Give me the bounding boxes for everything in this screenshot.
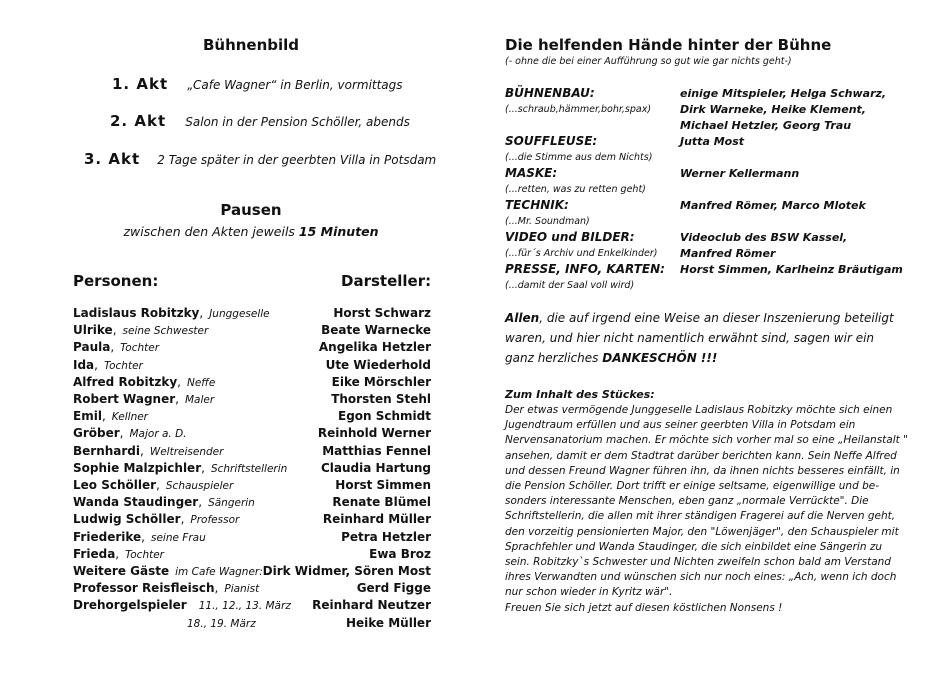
- pausen-text: [123, 224, 378, 239]
- role-description: Maler: [184, 394, 215, 406]
- crew-role-note: (...für´s Archiv und Enkelkinder): [505, 248, 658, 259]
- role-separator: ,: [201, 460, 205, 475]
- cast-row: [73, 306, 431, 323]
- actor-name: Reinhard Müller: [322, 512, 431, 527]
- role-name: Gröber: [73, 426, 120, 441]
- crew-names-line: Manfred Römer: [680, 247, 776, 260]
- akt-1-row: [112, 74, 403, 93]
- inhalt-line: Der etwas vermögende Junggeselle Ladislaus Robitzky möchte sich einen: [505, 404, 893, 416]
- crew-role-note: (...die Stimme aus dem Nichts): [505, 152, 653, 163]
- crew-role-label: VIDEO und BILDER:: [505, 230, 635, 244]
- cast-role: [73, 478, 233, 492]
- crew-role-note: (...damit der Saal voll wird): [505, 280, 635, 291]
- role-name: Alfred Robitzky: [73, 374, 178, 389]
- cast-role: [73, 461, 287, 475]
- cast-role: [73, 340, 159, 354]
- buehnenbild-title: Bühnenbild: [202, 36, 300, 54]
- cast-row: [73, 375, 431, 392]
- actor-name: Claudia Hartung: [320, 460, 431, 475]
- crew-role-label: PRESSE, INFO, KARTEN:: [505, 262, 665, 276]
- role-description: Professor: [190, 514, 240, 527]
- role-separator: ,: [115, 546, 120, 561]
- actor-name: Petra Hetzler: [341, 529, 431, 544]
- thanks-lead: Allen: [505, 311, 540, 325]
- pausen-title: Pausen: [220, 201, 282, 219]
- role-separator: ,: [112, 323, 117, 338]
- cast-row: [73, 512, 431, 529]
- crew-names-line: Videoclub des BSW Kassel,: [680, 231, 848, 244]
- actor-name: Ute Wiederhold: [325, 357, 431, 372]
- cast-role: [73, 547, 164, 561]
- inhalt-title: Zum Inhalt des Stückes:: [505, 388, 655, 401]
- cast-role: [73, 512, 239, 526]
- crew-names-line: Werner Kellermann: [680, 167, 800, 180]
- inhalt-line: den vorzeitig pensionierten Major, den "Löwenjäger", den Schauspieler mit: [505, 525, 899, 538]
- role-name: Professor Reisfleisch: [73, 581, 215, 596]
- crew-names-line: Horst Simmen, Karlheinz Bräutigam: [680, 263, 903, 276]
- akt-1-description: „Cafe Wagner“ in Berlin, vormittags: [187, 78, 403, 92]
- akt-1-number: 1. Akt: [112, 75, 169, 93]
- akt-2-description: Salon in der Pension Schöller, abends: [185, 115, 410, 129]
- role-name: Friederike: [73, 529, 142, 544]
- crew-role-label: TECHNIK:: [505, 198, 569, 212]
- crew-role-label: MASKE:: [505, 166, 558, 180]
- role-description: im Cafe Wagner:: [175, 566, 263, 578]
- role-description: Junggeselle: [209, 308, 270, 320]
- actor-name: Dirk Widmer, Sören Most: [262, 564, 431, 578]
- cast-row: [73, 581, 431, 598]
- role-description: Weltreisender: [149, 445, 224, 458]
- role-description: Schriftstellerin: [210, 462, 288, 475]
- cast-row: [73, 358, 431, 375]
- role-name: Robert Wagner: [73, 392, 176, 406]
- cast-role: [73, 495, 255, 509]
- cast-row: [73, 495, 431, 512]
- role-name: Ida: [73, 357, 95, 372]
- role-description: Sängerin: [208, 497, 255, 510]
- cast-row: [73, 340, 431, 357]
- thanks-paragraph: [505, 308, 895, 368]
- crew-title: Die helfenden Hände hinter der Bühne: [505, 36, 832, 54]
- role-separator: ,: [156, 478, 160, 492]
- inhalt-line: Sprachfehler und Wanda Staudinger, die sich einbildet eine Sängerin zu: [505, 540, 883, 553]
- inhalt-line: nur schon wieder in Kyritz wär".: [505, 586, 673, 599]
- inhalt-line: Jugendtraum erfüllen und aus seiner geerbten Villa in Potsdam ein: [505, 419, 856, 432]
- pausen-duration: 15 Minuten: [298, 224, 379, 239]
- actor-name: Egon Schmidt: [338, 409, 431, 424]
- crew-names-line: Dirk Warneke, Heike Klement,: [680, 103, 866, 116]
- cast-row: [73, 478, 431, 495]
- role-separator: ,: [94, 357, 98, 372]
- inhalt-line: Nervensanatorium machen. Er möchte sich vorher mal so eine „Heilanstalt ": [505, 434, 908, 447]
- role-separator: ,: [175, 392, 179, 406]
- actor-name: Ewa Broz: [369, 546, 431, 561]
- role-separator: ,: [177, 374, 181, 389]
- cast-row: [73, 461, 431, 478]
- crew-subtitle: (- ohne die bei einer Aufführung so gut wie gar nichts geht-): [505, 56, 792, 67]
- cast-role: [73, 426, 187, 440]
- akt-3-description: 2 Tage später in der geerbten Villa in Potsdam: [157, 153, 437, 167]
- crew-role-note: (...schraub,hämmer,bohr,spax): [505, 104, 652, 115]
- personen-header: Personen:: [73, 272, 159, 290]
- akt-3-number: 3. Akt: [84, 150, 141, 168]
- cast-role: [73, 323, 208, 337]
- role-separator: ,: [140, 443, 144, 458]
- inhalt-line: Freuen Sie sich jetzt auf diesen köstlichen Nonsens !: [505, 601, 783, 614]
- inhalt-line: die Pension Schöller. Dort trifft er einige seltsame, eigenwillige und be-: [505, 480, 879, 492]
- actor-name: Reinhold Werner: [317, 426, 431, 441]
- role-description: Major a. D.: [129, 428, 187, 441]
- actor-name: Angelika Hetzler: [318, 340, 431, 355]
- cast-row: [73, 426, 431, 443]
- crew-names-line: einige Mitspieler, Helga Schwarz,: [680, 87, 887, 100]
- cast-role: [73, 392, 214, 406]
- role-separator: ,: [198, 495, 203, 510]
- actor-name: Beate Warnecke: [321, 323, 431, 338]
- cast-role: [181, 616, 256, 630]
- role-separator: ,: [199, 306, 204, 320]
- role-name: Leo Schöller: [73, 478, 157, 492]
- inhalt-line: Schriftstellerin, die allen mit ihrer ständigen Fragerei auf die Nerven geht,: [505, 510, 896, 523]
- akt-2-number: 2. Akt: [110, 112, 167, 130]
- cast-role: [73, 530, 206, 544]
- role-description: seine Frau: [150, 531, 206, 544]
- actor-name: Renate Blümel: [332, 495, 431, 510]
- role-description: 18., 19. März: [187, 617, 256, 630]
- role-name: Bernhardi: [73, 443, 141, 458]
- role-separator: ,: [141, 529, 145, 544]
- role-description: Neffe: [186, 376, 216, 389]
- actor-name: Horst Simmen: [335, 478, 431, 492]
- role-name: Paula: [73, 340, 111, 355]
- actor-name: Matthias Fennel: [322, 443, 431, 458]
- cast-row: [73, 392, 431, 409]
- cast-role: [73, 581, 259, 595]
- crew-role-note: (...retten, was zu retten geht): [505, 184, 646, 195]
- cast-role: [73, 564, 263, 578]
- cast-role: [73, 306, 270, 320]
- role-name: Frieda: [73, 546, 116, 561]
- inhalt-line: sonders interessante Menschen, eben ganz „normale Verrückte". Die: [505, 495, 869, 508]
- akt-2-row: [110, 111, 410, 130]
- actor-name: Reinhard Neutzer: [312, 598, 431, 613]
- role-name: Wanda Staudinger: [73, 495, 199, 510]
- cast-row: [73, 444, 431, 461]
- role-description: 11., 12., 13. März: [198, 600, 291, 613]
- role-description: Kellner: [111, 411, 149, 424]
- darsteller-header: Darsteller:: [341, 272, 432, 290]
- cast-row: [73, 598, 431, 615]
- role-description: Tochter: [103, 359, 143, 372]
- crew-names-line: Jutta Most: [680, 135, 745, 148]
- crew-names-line: Manfred Römer, Marco Mlotek: [680, 199, 866, 212]
- thanks-text: , die auf irgend eine Weise an dieser Inszenierung beteiligt waren, und hier nicht namentlich erwähnt sind, sagen wir ein ganz herzliches: [505, 311, 894, 365]
- cast-row: [73, 564, 431, 581]
- cast-role: [73, 444, 223, 458]
- cast-row: [73, 547, 431, 564]
- pausen-text-main: zwischen den Akten jeweils: [123, 224, 295, 239]
- role-separator: ,: [180, 512, 185, 527]
- inhalt-line: sein. Robitzky`s Schwester und Nichten zweifeln schon bald am Verstand: [505, 556, 891, 568]
- role-name: Ulrike: [73, 323, 113, 338]
- actor-name: Thorsten Stehl: [331, 392, 431, 406]
- role-description: Tochter: [120, 342, 160, 355]
- cast-row: [73, 530, 431, 547]
- role-name: Sophie Malzpichler: [73, 460, 202, 475]
- actor-name: Gerd Figge: [356, 581, 431, 596]
- cast-role: [73, 598, 291, 612]
- role-description: Schauspieler: [165, 480, 234, 492]
- role-description: Pianist: [224, 583, 260, 596]
- inhalt-line: ihres Verwandten und wünschen sich nur noch eines: „Ach, wenn ich doch: [505, 571, 897, 584]
- role-name: Drehorgelspieler: [73, 598, 187, 613]
- role-separator: ,: [119, 426, 124, 441]
- cast-role: [73, 358, 143, 372]
- role-separator: ,: [214, 581, 219, 596]
- akt-3-row: [84, 149, 436, 168]
- inhalt-line: ansehen, damit er dem Stadtrat darüber berichten kann. Sein Neffe Alfred: [505, 449, 897, 462]
- crew-names-line: Michael Hetzler, Georg Trau: [680, 119, 852, 132]
- role-description: seine Schwester: [122, 325, 209, 338]
- role-name: Ludwig Schöller: [73, 512, 181, 527]
- actor-name: Horst Schwarz: [333, 306, 431, 320]
- role-description: Tochter: [125, 548, 164, 561]
- cast-row: [73, 409, 431, 426]
- inhalt-line: und dessen Freund Wagner führen ihn, da ihnen nichts besseres einfällt, in: [505, 464, 900, 477]
- role-separator: ,: [110, 340, 115, 355]
- role-separator: ,: [101, 409, 106, 424]
- cast-role: [73, 375, 215, 389]
- crew-role-label: BÜHNENBAU:: [505, 86, 595, 100]
- role-name: Emil: [73, 409, 102, 424]
- role-name: Weitere Gäste: [73, 564, 170, 578]
- thanks-dankeschoen: DANKESCHÖN !!!: [602, 351, 718, 365]
- cast-row: [73, 323, 431, 340]
- cast-role: [73, 409, 148, 423]
- actor-name: Eike Mörschler: [331, 374, 431, 389]
- crew-role-note: (...Mr. Soundman): [505, 216, 590, 227]
- actor-name: Heike Müller: [345, 615, 431, 630]
- role-name: Ladislaus Robitzky: [73, 306, 200, 320]
- cast-row: [73, 616, 431, 633]
- crew-role-label: SOUFFLEUSE:: [505, 134, 598, 148]
